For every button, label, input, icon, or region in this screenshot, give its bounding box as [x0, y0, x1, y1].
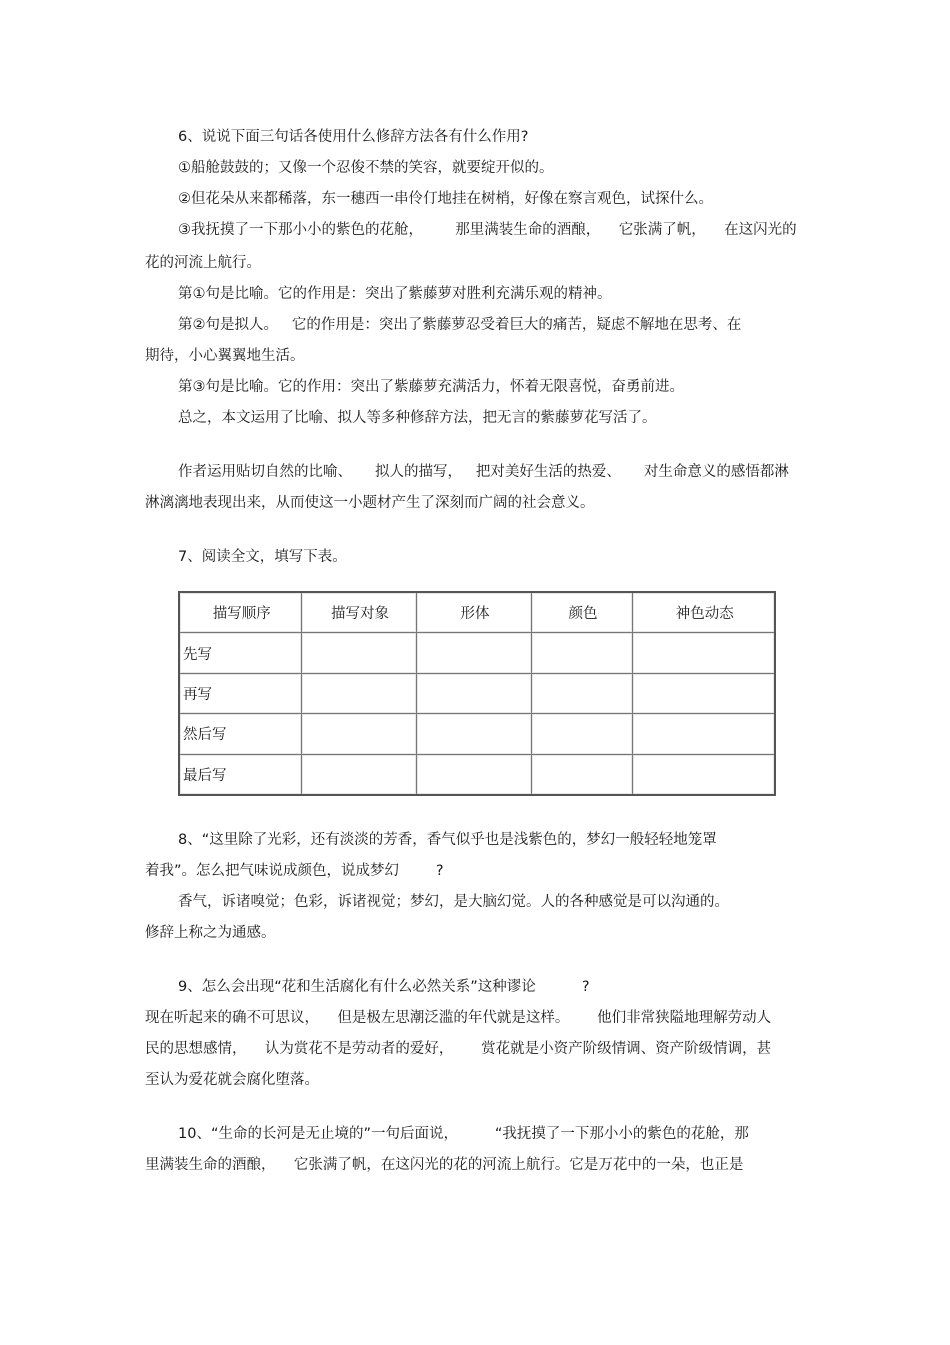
q6-paragraph-a: 作者运用贴切自然的比喻、 拟人的描写， 把对美好生活的热爱、 对生命意义的感悟都淋	[178, 464, 789, 480]
table-cell[interactable]	[301, 633, 416, 673]
table-header-cell: 形体	[416, 592, 531, 633]
table-header-cell: 神色动态	[632, 592, 775, 633]
table-cell[interactable]	[531, 673, 632, 713]
table-cell[interactable]	[301, 754, 416, 795]
table-row	[179, 754, 775, 795]
q6-sentence-1: ①船舱鼓鼓的；又像一个忍俊不禁的笑容，就要绽开似的。	[178, 160, 554, 176]
table-cell[interactable]	[632, 633, 775, 673]
q6-answer-2a: 第②句是拟人。 它的作用是：突出了紫藤萝忍受着巨大的痛苦，疑虑不解地在思考、在	[178, 317, 742, 333]
q6-sentence-3a: ③我抚摸了一下那小小的紫色的花舱， 那里满装生命的酒酿， 它张满了帆， 在这闪光的	[178, 222, 797, 238]
q7-title: 7、阅读全文，填写下表。	[178, 549, 347, 565]
q6-answer-2b: 期待，小心翼翼地生活。	[145, 348, 305, 364]
q8-line-3: 香气，诉诸嗅觉；色彩，诉诸视觉；梦幻，是大脑幻觉。人的各种感觉是可以沟通的。	[178, 894, 729, 910]
table-row	[179, 673, 775, 713]
q9-line-1: 9、怎么会出现“花和生活腐化有什么必然关系”这种谬论 ?	[178, 979, 590, 995]
q9-line-3: 民的思想感情， 认为赏花不是劳动者的爱好， 赏花就是小资产阶级情调、资产阶级情调，甚	[145, 1041, 772, 1057]
q8-line-2: 着我”。怎么把气味说成颜色，说成梦幻 ?	[145, 863, 444, 879]
q10-line-1: 10、“生命的长河是无止境的”一句后面说， “我抚摸了一下那小小的紫色的花舱，那	[178, 1126, 749, 1142]
q6-title: 6、说说下面三句话各使用什么修辞方法各有什么作用?	[178, 129, 529, 145]
q8-line-4: 修辞上称之为通感。	[145, 925, 276, 941]
table-cell[interactable]	[632, 673, 775, 713]
description-table	[178, 591, 776, 796]
q6-sentence-2: ②但花朵从来都稀落，东一穗西一串伶仃地挂在树梢，好像在察言观色，试探什么。	[178, 191, 713, 207]
table-row	[179, 633, 775, 673]
q8-line-1: 8、“这里除了光彩，还有淡淡的芳香，香气似乎也是浅紫色的，梦幻一般轻轻地笼罩	[178, 832, 717, 848]
table-cell[interactable]	[531, 633, 632, 673]
table-header-row	[179, 592, 775, 633]
row-label: 然后写	[179, 714, 301, 754]
table-header-cell: 描写顺序	[179, 592, 301, 633]
table-cell[interactable]	[416, 714, 531, 754]
q6-paragraph-b: 淋漓漓地表现出来，从而使这一小题材产生了深刻而广阔的社会意义。	[145, 495, 595, 511]
table-cell[interactable]	[416, 673, 531, 713]
table-header-cell: 颜色	[531, 592, 632, 633]
table-cell[interactable]	[531, 714, 632, 754]
table-cell[interactable]	[531, 754, 632, 795]
q6-sentence-3b: 花的河流上航行。	[145, 255, 261, 271]
q6-answer-1: 第①句是比喻。它的作用是：突出了紫藤萝对胜利充满乐观的精神。	[178, 286, 612, 302]
table-cell[interactable]	[632, 714, 775, 754]
table-header-cell: 描写对象	[301, 592, 416, 633]
table-cell[interactable]	[416, 633, 531, 673]
q6-answer-3: 第③句是比喻。它的作用：突出了紫藤萝充满活力，怀着无限喜悦，奋勇前进。	[178, 379, 684, 395]
row-label: 再写	[179, 673, 301, 713]
table-cell[interactable]	[632, 754, 775, 795]
q10-line-2: 里满装生命的酒酿， 它张满了帆，在这闪光的花的河流上航行。它是万花中的一朵，也正是	[145, 1157, 744, 1173]
q9-line-2: 现在听起来的确不可思议， 但是极左思潮泛滥的年代就是这样。 他们非常狭隘地理解劳动人	[145, 1010, 772, 1026]
row-label: 先写	[179, 633, 301, 673]
table-cell[interactable]	[416, 754, 531, 795]
table-cell[interactable]	[301, 714, 416, 754]
table-cell[interactable]	[301, 673, 416, 713]
q9-line-4: 至认为爱花就会腐化堕落。	[145, 1072, 319, 1088]
row-label: 最后写	[179, 754, 301, 795]
q6-summary: 总之，本文运用了比喻、拟人等多种修辞方法，把无言的紫藤萝花写活了。	[178, 410, 657, 426]
table-row	[179, 714, 775, 754]
